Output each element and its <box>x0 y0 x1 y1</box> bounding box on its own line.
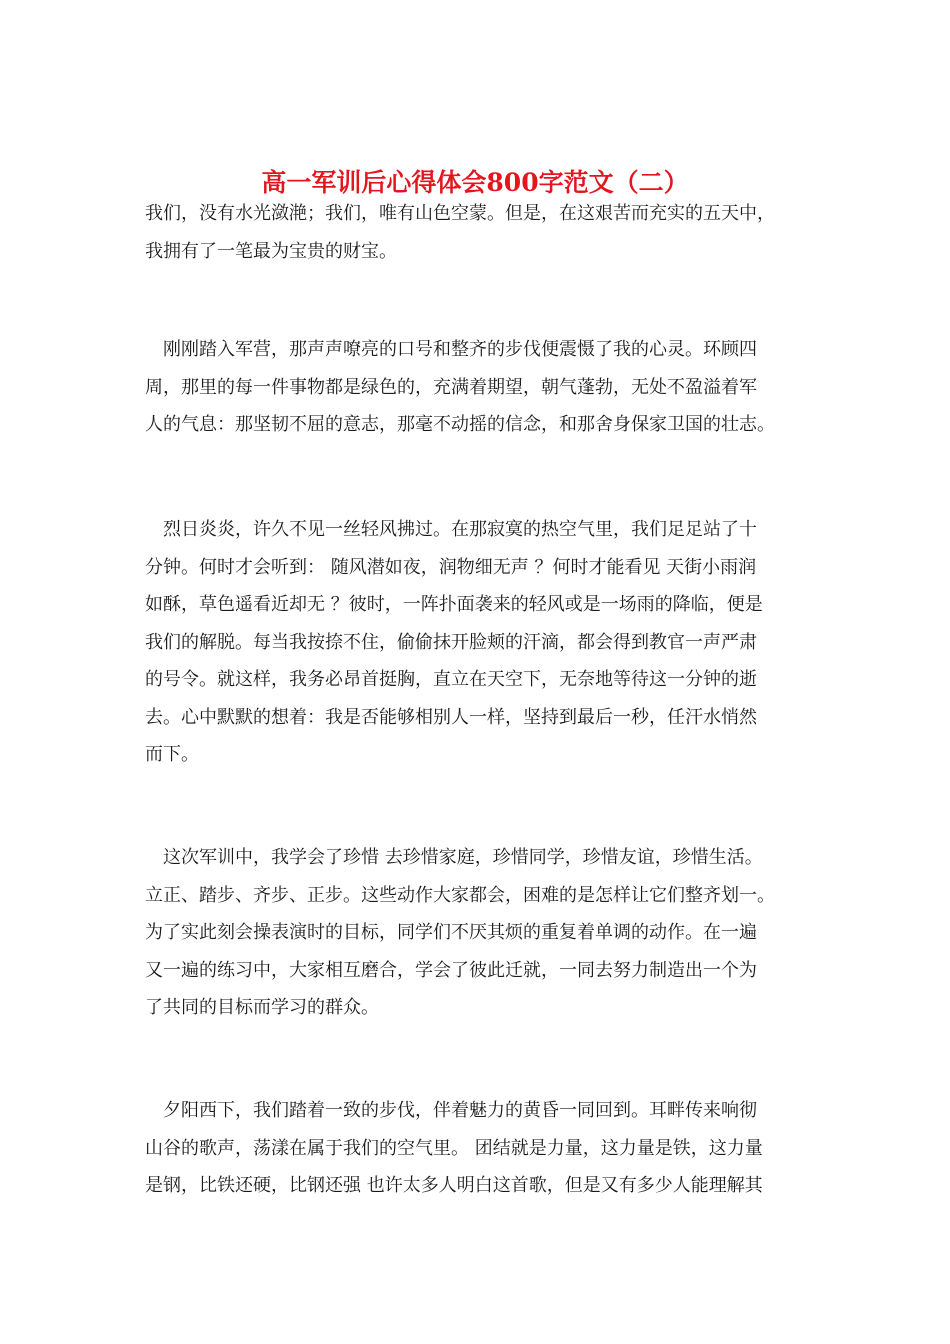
text-line: 我们的解脱。每当我按捺不住，偷偷抹开脸颊的汗滴，都会得到教官一声严肃 <box>145 631 757 653</box>
document-title: 高一军训后心得体会800字范文（二） <box>261 167 689 197</box>
text-line: 为了实此刻会操表演时的目标，同学们不厌其烦的重复着单调的动作。在一遍 <box>145 922 757 943</box>
paragraph-4 <box>145 839 813 1027</box>
text-line: 山谷的歌声，荡漾在属于我们的空气里。 团结就是力量，这力量是铁，这力量 <box>145 1137 763 1159</box>
paragraph-3 <box>145 511 813 774</box>
text-line: 而下。 <box>145 744 199 765</box>
text-line: 立正、踏步、齐步、正步。这些动作大家都会，困难的是怎样让它们整齐划一。 <box>145 884 775 906</box>
text-line: 去。心中默默的想着：我是否能够相别人一样，坚持到最后一秒，任汗水悄然 <box>145 706 757 728</box>
text-line: 我们，没有水光潋滟；我们，唯有山色空蒙。但是，在这艰苦而充实的五天中， <box>145 203 775 224</box>
text-line: 夕阳西下，我们踏着一致的步伐，伴着魅力的黄昏一同回到。耳畔传来响彻 <box>145 1100 757 1121</box>
paragraph-2 <box>145 331 813 444</box>
text-line: 人的气息：那坚韧不屈的意志，那毫不动摇的信念，和那舍身保家卫国的壮志。 <box>145 414 775 435</box>
text-line: 了共同的目标而学习的群众。 <box>145 997 379 1018</box>
text-line: 我拥有了一笔最为宝贵的财宝。 <box>145 240 397 262</box>
text-line: 分钟。何时才会听到： 随风潜如夜，润物细无声 ？何时才能看见 天街小雨润 <box>145 556 757 578</box>
text-line: 刚刚踏入军营，那声声嘹亮的口号和整齐的步伐便震慑了我的心灵。环顾四 <box>145 339 757 360</box>
text-line: 烈日炎炎，许久不见一丝轻风拂过。在那寂寞的热空气里，我们足足站了十 <box>145 519 757 540</box>
text-line: 周，那里的每一件事物都是绿色的，充满着期望，朝气蓬勃，无处不盈溢着军 <box>145 376 757 398</box>
text-line: 又一遍的练习中，大家相互磨合，学会了彼此迁就，一同去努力制造出一个为 <box>145 959 757 981</box>
paragraph-1 <box>145 195 813 270</box>
text-line: 如酥，草色遥看近却无 ？彼时，一阵扑面袭来的轻风或是一场雨的降临，便是 <box>145 594 763 615</box>
paragraph-5 <box>145 1092 813 1205</box>
text-line: 这次军训中，我学会了珍惜 去珍惜家庭，珍惜同学，珍惜友谊，珍惜生活。 <box>145 847 763 868</box>
text-line: 是钢，比铁还硬，比钢还强 也许太多人明白这首歌，但是又有多少人能理解其 <box>145 1175 763 1196</box>
text-line: 的号令。就这样，我务必昂首挺胸，直立在天空下，无奈地等待这一分钟的逝 <box>145 669 757 690</box>
